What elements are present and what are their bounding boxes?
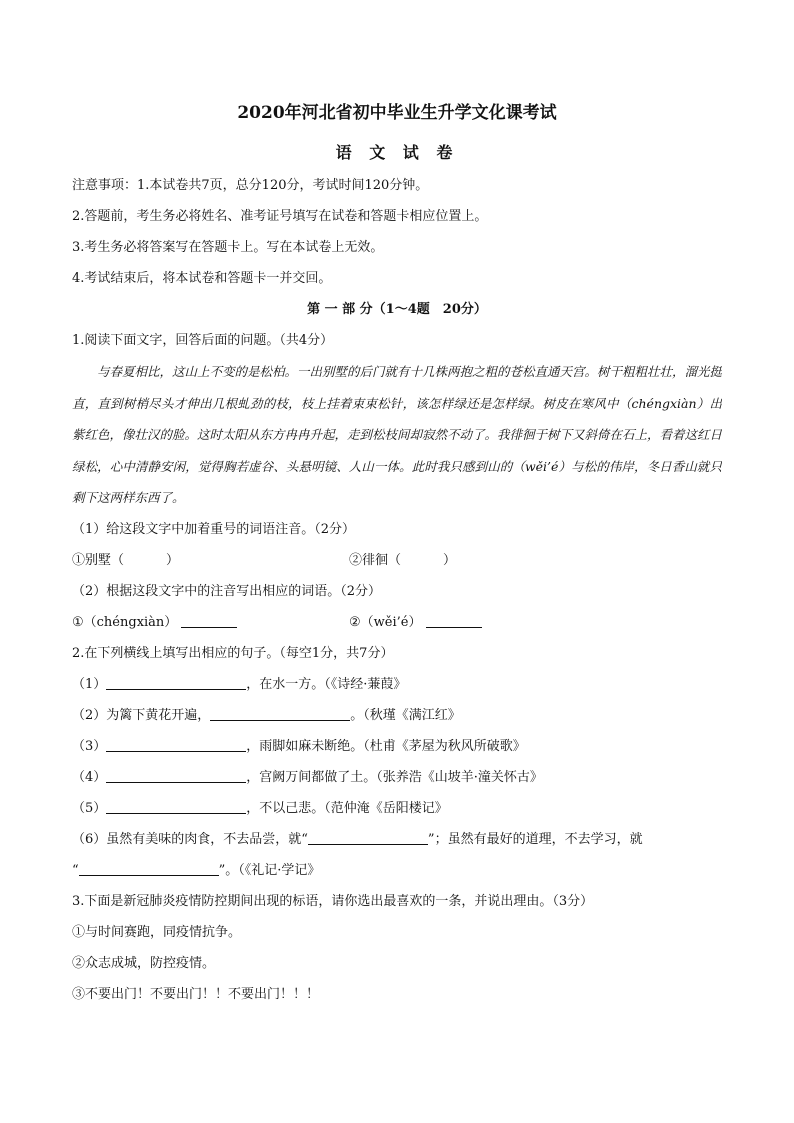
- item-text: ，在水一方。（《诗经·蒹葭》: [246, 677, 407, 692]
- slogan-option-2: ②众志成城，防控疫情。: [72, 956, 216, 971]
- fill-blank[interactable]: [106, 798, 246, 814]
- answer-blank[interactable]: [426, 612, 482, 628]
- fill-blank[interactable]: [106, 736, 246, 752]
- answer-slot-paihuai[interactable]: [349, 545, 626, 576]
- question-1-sub2-answers: [72, 607, 722, 638]
- exam-page: [72, 100, 722, 1010]
- question-2-item-6: [72, 824, 722, 855]
- note-line-4: 4.考试结束后，将本试卷和答题卡一并交回。: [72, 271, 332, 286]
- fill-blank[interactable]: [106, 767, 246, 783]
- item-text: ”；虽然有最好的道理，不去学习，就: [427, 832, 643, 847]
- exam-title: 2020年河北省初中毕业生升学文化课考试: [237, 103, 557, 123]
- fill-blank[interactable]: [210, 705, 350, 721]
- answer-paren-close: ）: [166, 553, 180, 568]
- answer-label: ①（chéngxiàn）: [72, 615, 178, 630]
- answer-label: ②（wěi’é）: [349, 615, 422, 630]
- reading-passage: 与春夏相比，这山上不变的是松柏。一出别墅的后门就有十几株两抱之粗的苍松直通天宫。树干粗粗壮壮，溜光挺直，直到树梢尽头才伸出几根虬劲的枝，枝上挂着束束松针，该怎样绿还是怎样绿。树皮在寒风中（chéngxiàn）出紫红色，像壮汉的脸。这时太阳从东方冉冉升起，走到松枝间却寂然不动了。我徘徊于树下又斜倚在石上，看着这红日绿松，心中清静安闲，觉得胸若虚谷、头悬明镜、人山一体。此时我只感到山的（wěi’é）与松的伟岸，冬日香山就只剩下这两样东西了。: [72, 364, 722, 505]
- answer-label: ②徘徊（: [349, 553, 402, 568]
- fill-blank[interactable]: [79, 860, 219, 876]
- item-text: “: [72, 863, 79, 878]
- answer-slot-bieshu[interactable]: [72, 545, 349, 576]
- item-text: （2）为篱下黄花开遍，: [72, 708, 211, 723]
- question-2-item-2: [72, 700, 722, 731]
- answer-blank[interactable]: [181, 612, 237, 628]
- question-2-item-4: [72, 762, 722, 793]
- item-text: ，雨脚如麻未断绝。（杜甫《茅屋为秋风所破歌》: [246, 739, 526, 754]
- item-text: 。（秋瑾《满江红》: [350, 708, 461, 723]
- question-1-sub1-stem: （1）给这段文字中加着重号的词语注音。（2分）: [72, 522, 356, 537]
- part-1-heading: 第 一 部 分（1～4题 20分）: [307, 302, 487, 317]
- question-2-item-1: [72, 669, 722, 700]
- note-line-3: 3.考生务必将答案写在答题卡上。写在本试卷上无效。: [72, 240, 384, 255]
- question-1-stem: 1.阅读下面文字，回答后面的问题。（共4分）: [72, 333, 334, 348]
- item-text: （6）虽然有美味的肉食，不去品尝，就“: [72, 832, 308, 847]
- answer-paren-close: ）: [443, 553, 457, 568]
- item-number: （3）: [72, 739, 107, 754]
- item-text: ，宫阙万间都做了土。（张养浩《山坡羊·潼关怀古》: [246, 770, 543, 785]
- question-2-item-6-cont: [72, 855, 722, 886]
- item-text: ，不以己悲。（范仲淹《岳阳楼记》: [246, 801, 448, 816]
- note-line-2: 2.答题前，考生务必将姓名、准考证号填写在试卷和答题卡相应位置上。: [72, 209, 488, 224]
- question-2-item-3: [72, 731, 722, 762]
- fill-blank[interactable]: [308, 829, 428, 845]
- slogan-option-1: ①与时间赛跑，同疫情抗争。: [72, 925, 242, 940]
- item-number: （1）: [72, 677, 107, 692]
- item-number: （5）: [72, 801, 107, 816]
- fill-blank[interactable]: [106, 674, 246, 690]
- item-number: （4）: [72, 770, 107, 785]
- exam-subtitle: 语 文 试 卷: [335, 143, 459, 162]
- question-2-stem: 2.在下列横线上填写出相应的句子。（每空1分，共7分）: [72, 646, 394, 661]
- question-1-sub1-answers: [72, 545, 722, 576]
- item-text: ”。（《礼记·学记》: [218, 863, 321, 878]
- answer-slot-chengxian[interactable]: [72, 607, 349, 638]
- note-line-1: 注意事项：1.本试卷共7页，总分120分，考试时间120分钟。: [72, 178, 429, 193]
- slogan-option-3: ③不要出门！不要出门！！不要出门！！！: [72, 987, 320, 1002]
- question-1-sub2-stem: （2）根据这段文字中的注音写出相应的词语。（2分）: [72, 584, 382, 599]
- question-3-stem: 3.下面是新冠肺炎疫情防控期间出现的标语，请你选出最喜欢的一条，并说出理由。（3分）: [72, 894, 594, 909]
- answer-label: ①别墅（: [72, 553, 125, 568]
- question-2-item-5: [72, 793, 722, 824]
- answer-slot-weie[interactable]: [349, 607, 626, 638]
